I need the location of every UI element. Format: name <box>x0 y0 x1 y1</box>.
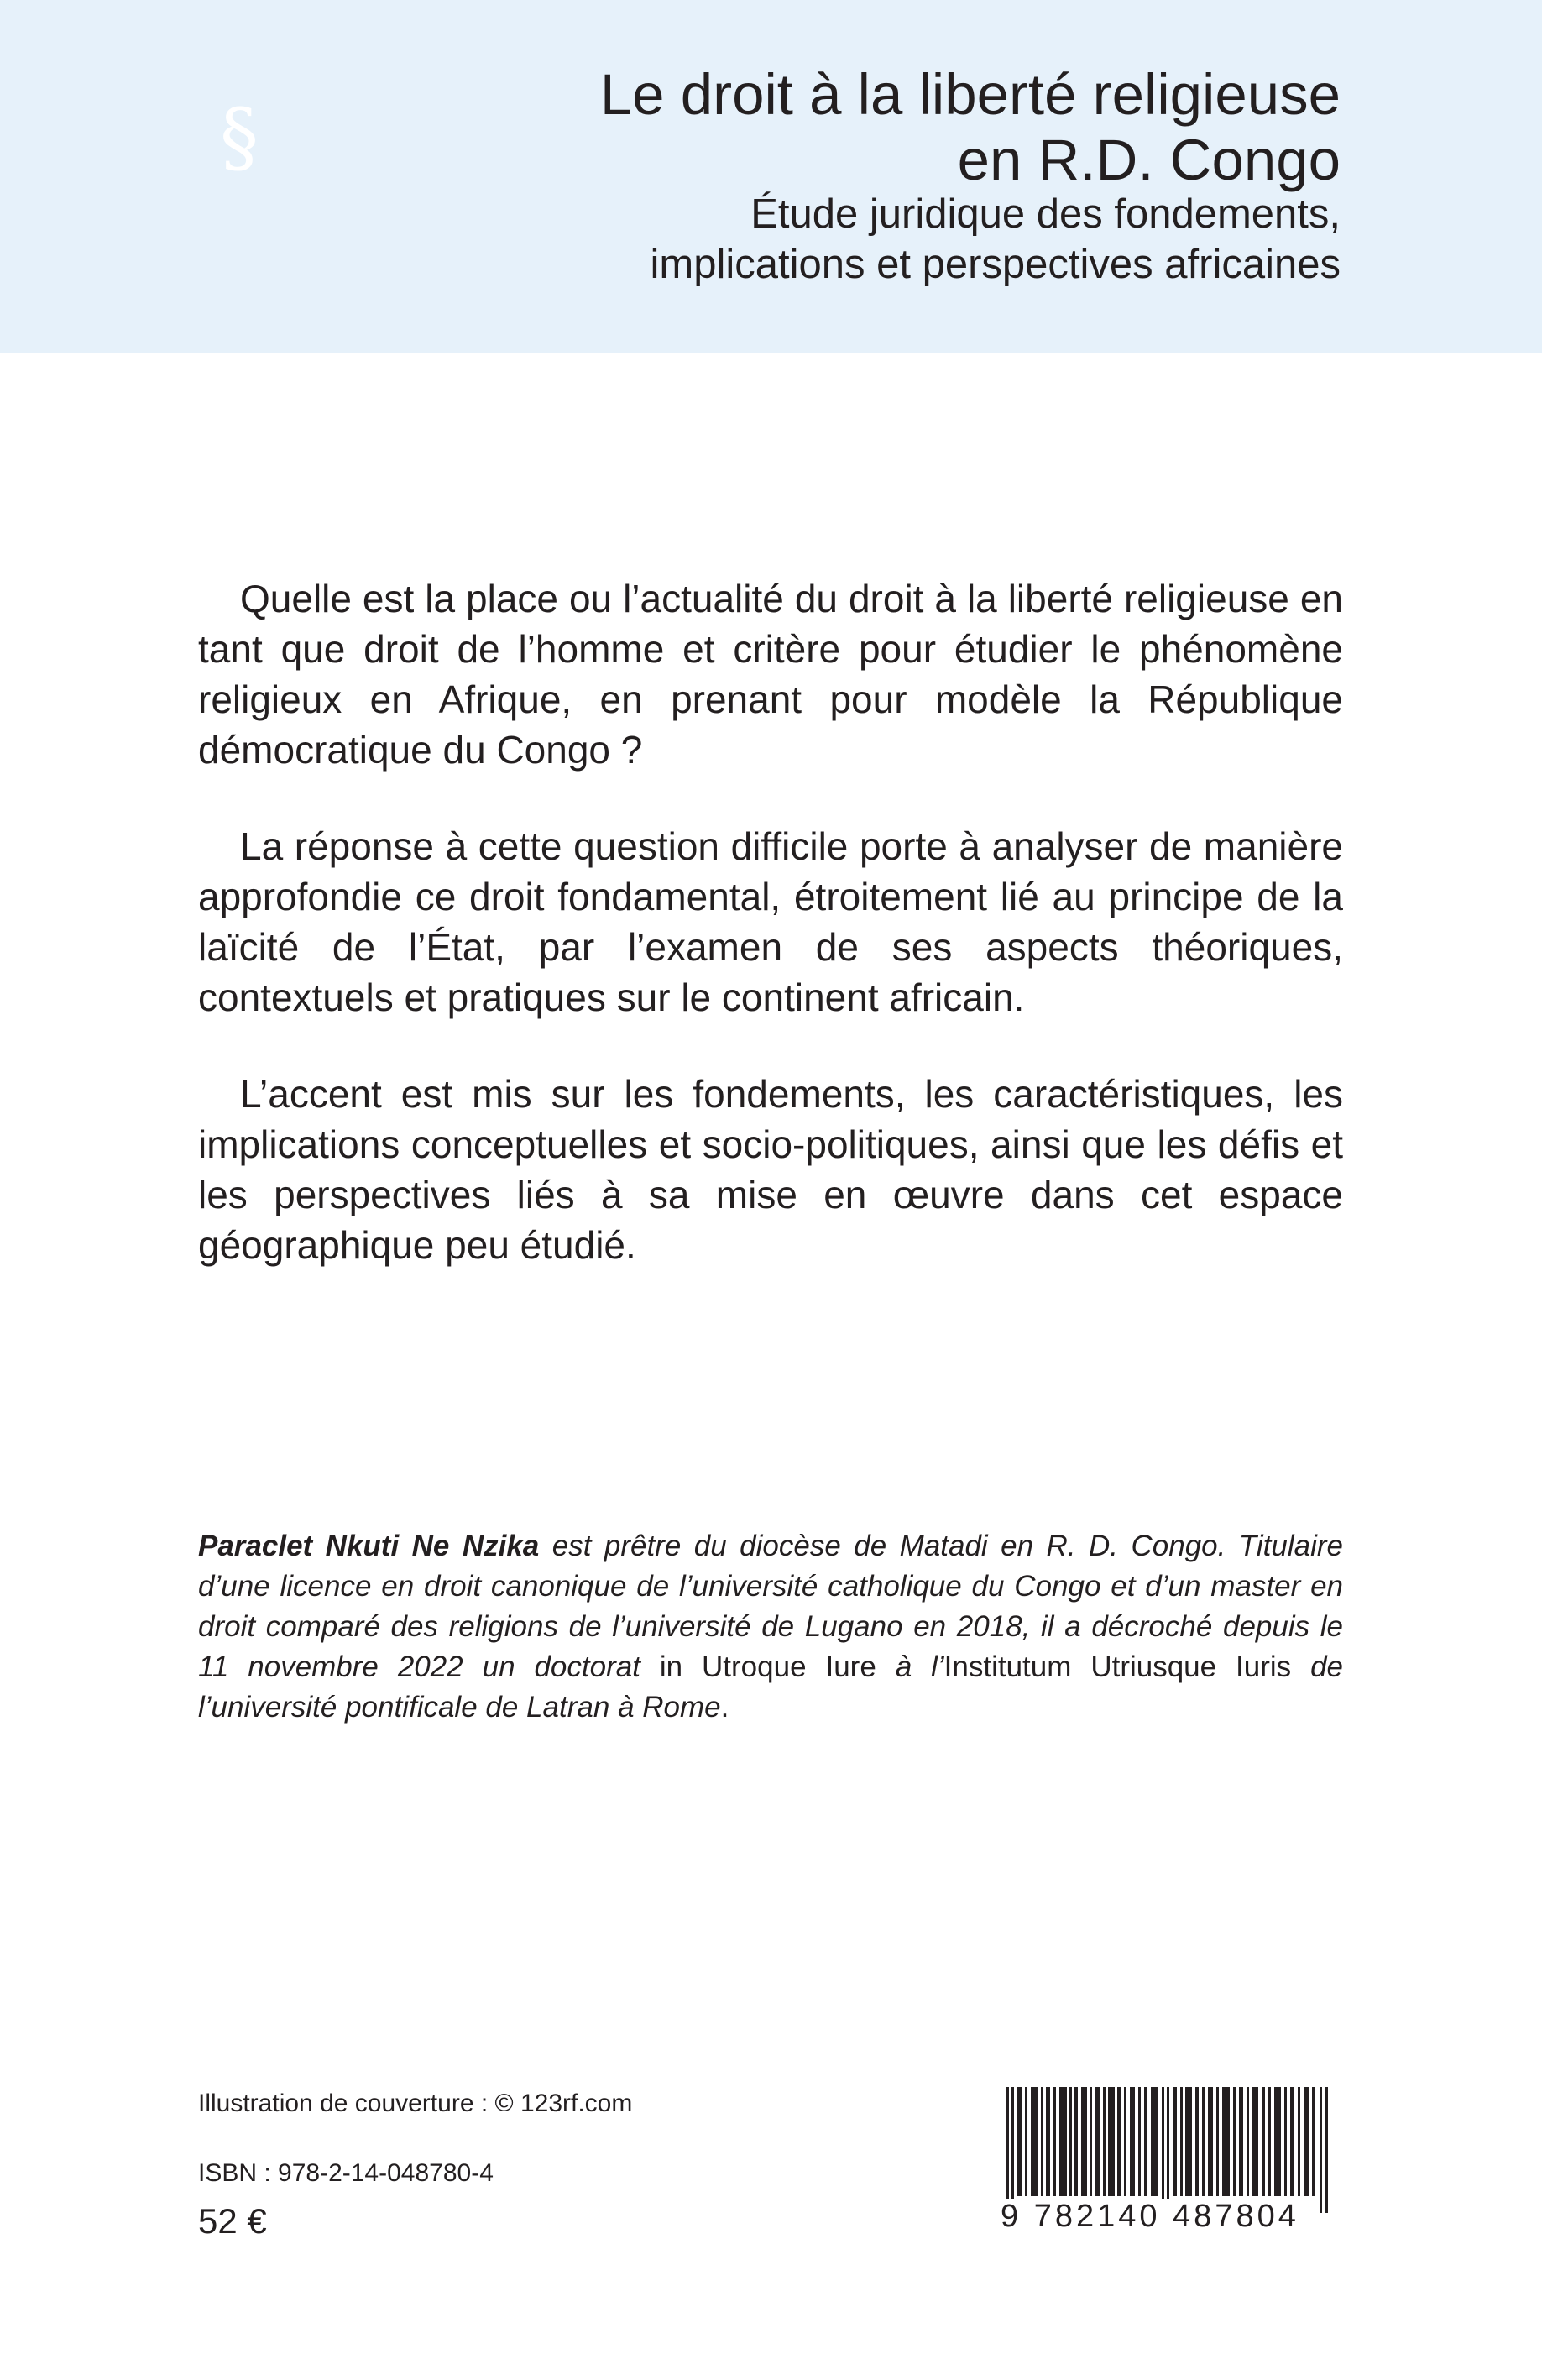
subtitle-line-2: implications et perspectives africaines <box>650 242 1341 287</box>
book-title <box>249 62 1341 193</box>
title-line-1: Le droit à la liberté religieuse <box>599 62 1341 127</box>
bio-text: de l’université pontificale de Latran à Rome <box>198 1650 1344 1724</box>
title-line-2: en R.D. Congo <box>957 128 1341 192</box>
summary-paragraph: L’accent est mis sur les fondements, les caractéristiques, les implications conceptuelles et socio-politiques, ainsi que les défis et les perspectives liés à sa mise en œuvre dans cet espace géographique peu étudié. <box>198 1072 1343 1267</box>
barcode-number: 9 782140 487804 <box>1001 2199 1299 2234</box>
bio-text: in Utroque Iure <box>640 1650 896 1683</box>
bio-text: à l’ <box>895 1650 944 1683</box>
subtitle-line-1: Étude juridique des fondements, <box>750 191 1341 237</box>
price: 52 € <box>198 2201 267 2241</box>
book-subtitle <box>249 189 1341 290</box>
section-mark-icon: § <box>220 92 259 182</box>
cover-credit: Illustration de couverture : © 123rf.com <box>198 2090 633 2117</box>
bio-text: . <box>720 1691 729 1724</box>
barcode-digits <box>999 2198 1339 2235</box>
bio-text: Institutum Utriusque Iuris <box>943 1650 1292 1683</box>
summary-paragraph: La réponse à cette question difficile porte à analyser de manière approfondie ce droit fondamental, étroitement lié au principe de la laïcité de l’État, par l’examen de ses aspects théoriques, contextuels et pratiques sur le continent africain. <box>198 824 1343 1019</box>
author-name: Paraclet Nkuti Ne Nzika <box>198 1530 540 1562</box>
author-bio <box>198 1526 1343 1728</box>
summary <box>198 573 1343 1316</box>
header-band <box>0 0 1542 353</box>
bio-text: est prêtre du diocèse de Matadi en R. D. Congo. Titulaire d’une licence en droit canonique de l’université catholique du Congo et d’un master en droit comparé des religions de l’université de Lugano en 2018, il a décroché depuis le 11 novembre 2022 un doctorat <box>198 1530 1343 1683</box>
isbn: ISBN : 978-2-14-048780-4 <box>198 2159 494 2187</box>
summary-paragraph: Quelle est la place ou l’actualité du droit à la liberté religieuse en tant que droit de l’homme et critère pour étudier le phénomène religieux en Afrique, en prenant pour modèle la République démocratique du Congo ? <box>198 577 1343 772</box>
